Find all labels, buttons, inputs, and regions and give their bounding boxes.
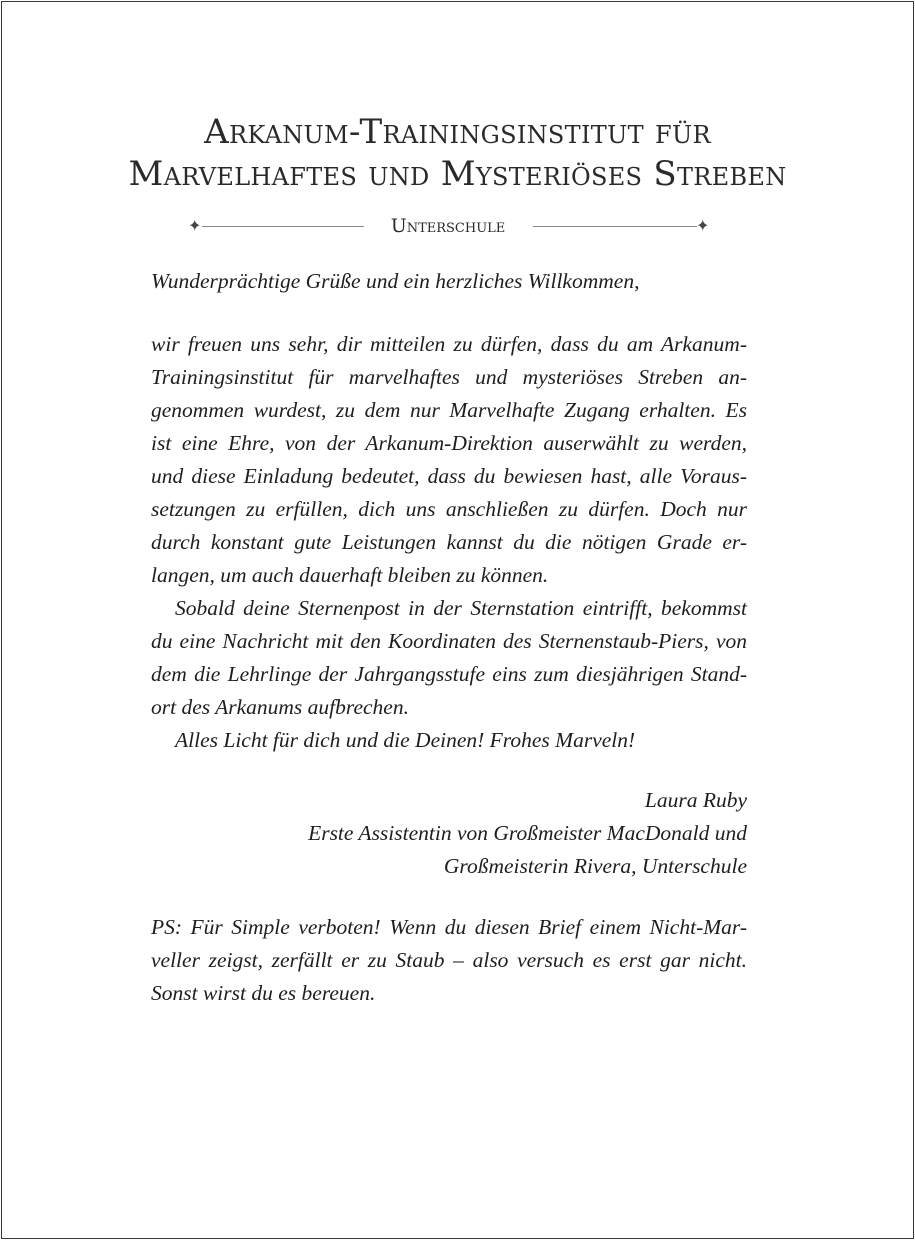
signature-role-line-1: Erste Assistentin von Großmeister MacDonald und [308,821,747,845]
signature-role-line-2: Großmeisterin Rivera, Unterschule [443,854,747,878]
paragraph-2-line: Sobald deine Sternenpost in der Sternstation eintrifft, bekommst [175,596,747,620]
postscript-line: veller zeigst, zerfällt er zu Staub – also versuch es erst gar nicht. [151,948,747,972]
institute-title-line-1: Arkanum-Trainingsinstitut für [204,112,711,152]
letter-closing: Alles Licht für dich und die Deinen! Frohes Marveln! [175,728,636,752]
divider-rule-right [533,226,697,227]
star-ornament-icon: ✦ [188,216,202,235]
paragraph-1-line: ist eine Ehre, von der Arkanum-Direktion auserwählt zu werden, [151,431,747,455]
paragraph-1-line: Trainingsinstitut für marvelhaftes und mysteriöses Streben an- [151,365,747,389]
postscript-line: PS: Für Simple verboten! Wenn du diesen Brief einem Nicht-Mar- [151,915,747,939]
paragraph-1-line: genommen wurdest, zu dem nur Marvelhafte Zugang erhalten. Es [151,398,747,422]
paragraph-2-line: dem die Lehrlinge der Jahrgangsstufe eins zum diesjährigen Stand- [151,662,747,686]
paragraph-1-line: und diese Einladung bedeutet, dass du bewiesen hast, alle Voraus- [151,464,747,488]
subtitle-divider [188,213,713,239]
paragraph-1-line: setzungen zu erfüllen, dich uns anschließen zu dürfen. Doch nur [151,497,747,521]
paragraph-1-line: wir freuen uns sehr, dir mitteilen zu dürfen, dass du am Arkanum- [151,332,747,356]
signature-name: Laura Ruby [644,788,747,812]
school-subtitle: Unterschule [390,215,506,237]
institute-title-line-2: Marvelhaftes und Mysteriöses Streben [128,154,787,194]
paragraph-2-line: du eine Nachricht mit den Koordinaten des Sternenstaub-Piers, von [151,629,747,653]
paragraph-1-line: durch konstant gute Leistungen kannst du die nötigen Grade er- [151,530,747,554]
divider-rule-left [202,226,364,227]
paragraph-2-line: ort des Arkanums aufbrechen. [151,695,409,719]
letter-page [1,1,914,1239]
star-ornament-icon: ✦ [696,216,710,235]
paragraph-1-line: langen, um auch dauerhaft bleiben zu können. [151,563,549,587]
letter-greeting: Wunderprächtige Grüße und ein herzliches Willkommen, [151,269,640,293]
postscript-line: Sonst wirst du es bereuen. [151,981,376,1005]
